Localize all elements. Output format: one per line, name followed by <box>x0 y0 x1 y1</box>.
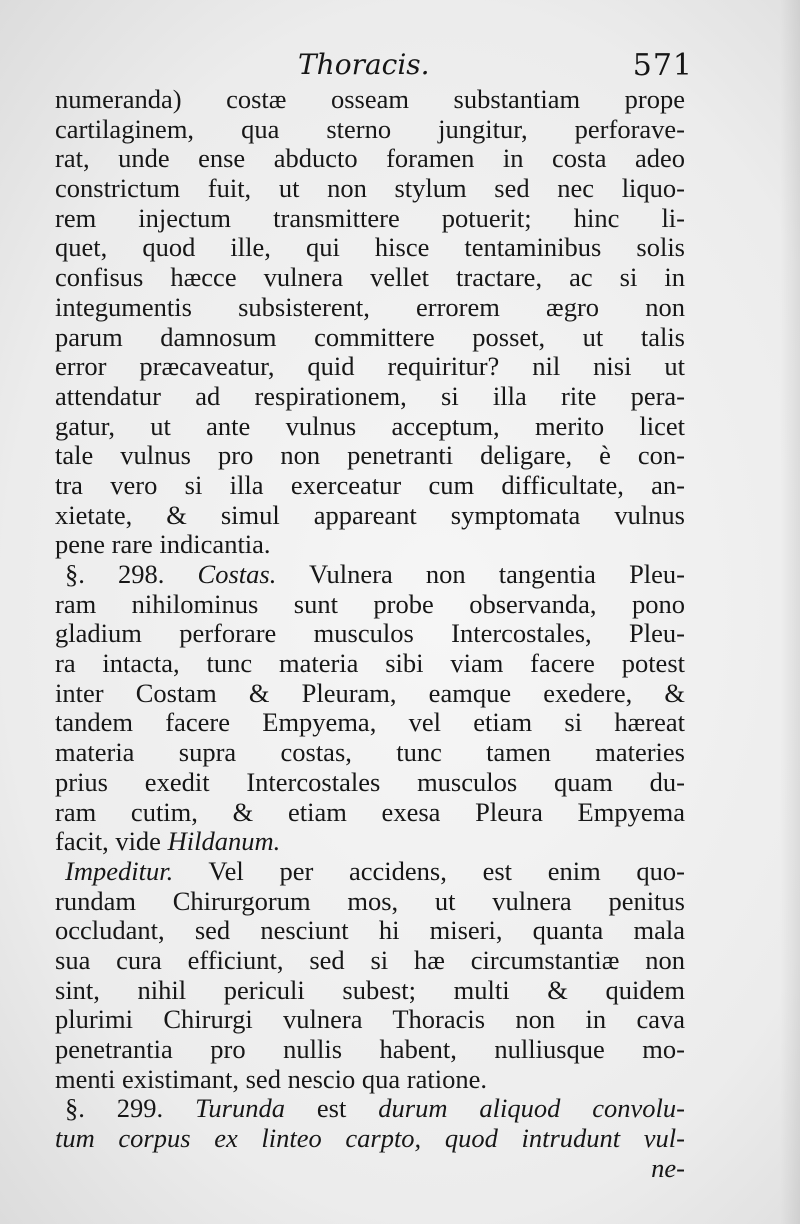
line-text: tra vero si illa exerceatur cum difficultate, an- <box>55 470 685 500</box>
body-text <box>55 85 685 1183</box>
text-line <box>55 946 685 976</box>
text-line <box>55 204 685 234</box>
line-text: plurimi Chirurgi vulnera Thoracis non in cava <box>55 1005 685 1035</box>
text-line <box>55 323 685 353</box>
text-line <box>55 887 685 917</box>
line-text: penetrantia pro nullis habent, nulliusque mo- <box>55 1035 685 1064</box>
line-text: sint, nihil periculi subest; multi & quidem <box>55 975 685 1005</box>
page-edge-shadow <box>780 0 800 1224</box>
line-text: cartilaginem, qua sterno jungitur, perforave- <box>55 114 685 144</box>
line-text: §. 299. <box>65 1094 196 1124</box>
text-line <box>55 263 685 293</box>
line-text: ra intacta, tunc materia sibi viam facere potest <box>55 649 685 679</box>
line-text: ram nihilominus sunt probe observanda, pono <box>55 589 685 619</box>
line-text: Vel per accidens, est enim quo- <box>173 856 685 886</box>
text-line <box>55 916 685 946</box>
page-header <box>55 48 695 88</box>
italic-text: Turunda <box>195 1094 285 1124</box>
text-line <box>55 857 685 887</box>
line-text: tale vulnus pro non penetranti deligare, è con- <box>55 441 685 471</box>
text-line <box>55 174 685 204</box>
text-line <box>55 144 685 174</box>
text-line <box>55 679 685 709</box>
text-line <box>55 412 685 442</box>
text-line <box>55 560 685 590</box>
text-line <box>55 976 685 1006</box>
text-line <box>55 798 685 828</box>
page-number: 571 <box>632 48 693 83</box>
catchword <box>55 1154 685 1184</box>
text-line <box>55 85 685 115</box>
text-line <box>55 590 685 620</box>
text-line <box>55 708 685 738</box>
text-line <box>55 1124 685 1154</box>
line-text: §. 298. <box>65 560 198 589</box>
text-line <box>55 1094 685 1124</box>
line-text: rundam Chirurgorum mos, ut vulnera penitus <box>55 886 685 916</box>
line-text: rem injectum transmittere potuerit; hinc li- <box>55 203 685 233</box>
line-text: attendatur ad respirationem, si illa rite pera- <box>55 381 685 411</box>
line-text: gatur, ut ante vulnus acceptum, merito licet <box>55 411 685 441</box>
text-line <box>55 115 685 145</box>
line-text: error præcaveatur, quid requiritur? nil nisi ut <box>55 352 685 382</box>
line-text: sua cura efficiunt, sed si hæ circumstantiæ non <box>55 945 685 975</box>
line-text: gladium perforare musculos Intercostales, Pleu- <box>55 619 685 649</box>
text-line <box>55 619 685 649</box>
text-line <box>55 1005 685 1035</box>
line-text: menti existimant, sed nescio qua ratione. <box>55 1064 487 1094</box>
line-text: inter Costam & Pleuram, eamque exedere, & <box>55 678 685 708</box>
text-line <box>55 768 685 798</box>
line-text: est <box>284 1094 379 1124</box>
line-text: constrictum fuit, ut non stylum sed nec liquo- <box>55 174 685 204</box>
text-line <box>55 827 685 857</box>
line-text: pene rare indicantia. <box>55 530 271 560</box>
italic-text: Hildanum. <box>167 827 281 857</box>
line-text: quet, quod ille, qui hisce tentaminibus solis <box>55 233 685 263</box>
line-text: parum damnosum committere posset, ut talis <box>55 322 685 352</box>
text-line <box>55 738 685 768</box>
line-text: integumentis subsisterent, errorem ægro non <box>55 292 685 322</box>
italic-text: tum corpus ex linteo carpto, quod intrudunt vul- <box>55 1124 685 1154</box>
italic-text: Impeditur. <box>65 856 174 886</box>
line-text: facit, vide <box>55 827 168 857</box>
text-line <box>55 1065 685 1095</box>
text-line <box>55 471 685 501</box>
text-line <box>55 501 685 531</box>
text-line <box>55 1035 685 1065</box>
line-text: materia supra costas, tunc tamen materies <box>55 738 685 768</box>
line-text: rat, unde ense abducto foramen in costa adeo <box>55 144 685 174</box>
text-line <box>55 382 685 412</box>
line-text: confisus hæcce vulnera vellet tractare, ac si in <box>55 263 685 293</box>
text-line <box>55 293 685 323</box>
line-text: Vulnera non tangentia Pleu- <box>276 560 685 589</box>
line-text: occludant, sed nesciunt hi miseri, quanta mala <box>55 916 685 946</box>
text-line <box>55 530 685 560</box>
text-line <box>55 233 685 263</box>
line-text: xietate, & simul appareant symptomata vulnus <box>55 500 685 530</box>
italic-text: ne- <box>651 1153 685 1183</box>
text-line <box>55 649 685 679</box>
italic-text: Costas. <box>197 560 277 589</box>
line-text: prius exedit Intercostales musculos quam du- <box>55 767 685 797</box>
line-text: numeranda) costæ osseam substantiam prope <box>55 85 685 114</box>
text-line <box>55 352 685 382</box>
running-title: Thoracis. <box>298 48 430 81</box>
text-line <box>55 441 685 471</box>
line-text: ram cutim, & etiam exesa Pleura Empyema <box>55 797 685 827</box>
italic-text: durum aliquod convolu- <box>378 1094 685 1124</box>
line-text: tandem facere Empyema, vel etiam si hæreat <box>55 708 685 738</box>
